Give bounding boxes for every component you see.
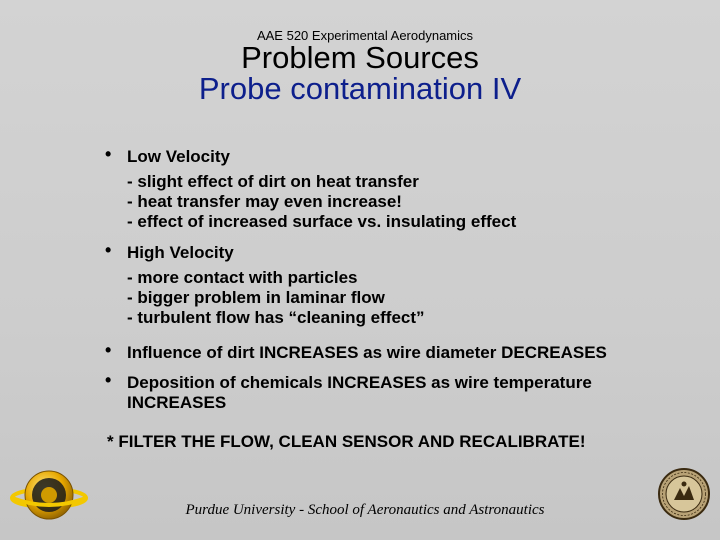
bullet-subitem: - more contact with particles — [127, 268, 358, 287]
bullet-marker: • — [105, 340, 112, 360]
bullet-subitem: - heat transfer may even increase! — [127, 192, 402, 211]
bullet-heading-dirt-influence: Influence of dirt INCREASES as wire diameter DECREASES — [127, 343, 607, 362]
bullet-marker: • — [105, 144, 112, 164]
bullet-heading-high-velocity: High Velocity — [127, 243, 234, 262]
bullet-marker: • — [105, 370, 112, 390]
recommendation-note: * FILTER THE FLOW, CLEAN SENSOR AND RECALIBRATE! — [107, 432, 586, 451]
bullet-heading-chemical-deposition: Deposition of chemicals INCREASES as wire temperature — [127, 373, 592, 392]
bullet-subitem: - slight effect of dirt on heat transfer — [127, 172, 419, 191]
bullet-heading-chemical-deposition-cont: INCREASES — [127, 393, 227, 412]
bullet-subitem: - turbulent flow has “cleaning effect” — [127, 308, 425, 327]
bullet-subitem: - effect of increased surface vs. insulating effect — [127, 212, 517, 231]
bullet-heading-low-velocity: Low Velocity — [127, 147, 230, 166]
bullet-marker: • — [105, 240, 112, 260]
slide-title: Problem Sources — [241, 40, 479, 75]
bullet-subitem: - bigger problem in laminar flow — [127, 288, 385, 307]
slide-subtitle: Probe contamination IV — [198, 71, 522, 106]
footer-institution: Purdue University - School of Aeronautics and Astronautics — [185, 502, 545, 518]
purdue-seal-logo-icon — [640, 466, 710, 522]
course-title: AAE 520 Experimental Aerodynamics — [256, 28, 474, 43]
